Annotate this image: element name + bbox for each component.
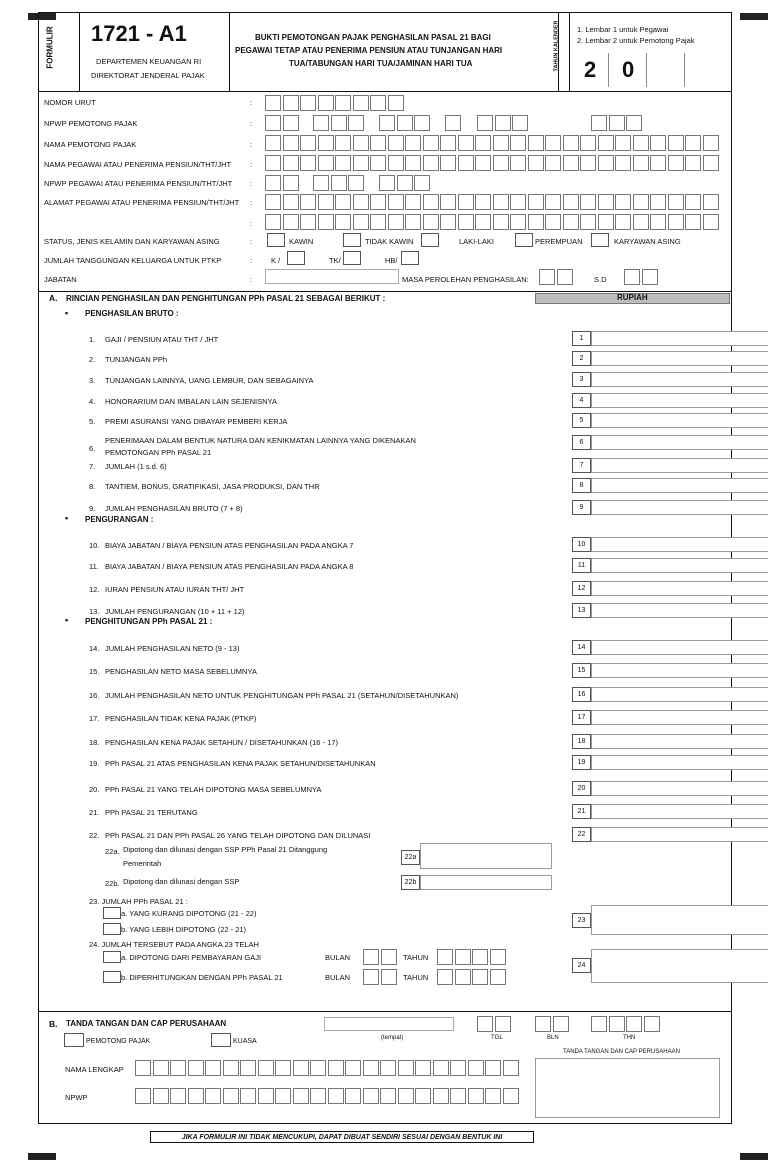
nama-lengkap-cells[interactable] <box>135 1060 520 1076</box>
year-digit-1: 2 <box>584 57 597 82</box>
item-amount-field[interactable] <box>591 500 768 515</box>
karyawan-asing-checkbox[interactable] <box>591 233 609 247</box>
item-box-number: 14 <box>572 640 591 655</box>
item-box-number: 20 <box>572 781 591 796</box>
item-24b-bulan-cells[interactable] <box>363 969 398 985</box>
item-box-number: 22 <box>572 827 591 842</box>
item-24b-tahun: TAHUN <box>403 973 429 982</box>
title-line-1: BUKTI PEMOTONGAN PAJAK PENGHASILAN PASAL 21 BAGI <box>255 33 491 42</box>
item-box-number: 10 <box>572 537 591 552</box>
item-22b-box: 22b <box>401 875 420 890</box>
item-22a-number: 22a. <box>105 847 120 856</box>
kawin-checkbox[interactable] <box>267 233 285 247</box>
item-22a-amount[interactable] <box>420 843 552 869</box>
item-amount-field[interactable] <box>591 435 768 450</box>
item-number: 13. <box>89 607 100 616</box>
item-amount-field[interactable] <box>591 734 768 749</box>
item-amount-field[interactable] <box>591 413 768 428</box>
item-label: JUMLAH PENGURANGAN (10 + 11 + 12) <box>105 607 245 616</box>
npwp-pegawai-label: NPWP PEGAWAI ATAU PENERIMA PENSIUN/THT/JHT <box>44 179 233 188</box>
alamat-label: ALAMAT PEGAWAI ATAU PENERIMA PENSIUN/THT/JHT <box>44 198 240 207</box>
registration-mark-bottom-right <box>740 1153 768 1160</box>
item-amount-field[interactable] <box>591 710 768 725</box>
item-label: TUNJANGAN LAINNYA, UANG LEMBUR, DAN SEBAGAINYA <box>105 376 314 385</box>
hb-field[interactable] <box>401 251 419 265</box>
bruto-heading: PENGHASILAN BRUTO : <box>85 309 179 318</box>
item-24-amount[interactable] <box>591 949 768 983</box>
item-box-number: 17 <box>572 710 591 725</box>
pengurangan-heading: PENGURANGAN : <box>85 515 154 524</box>
item-number: 19. <box>89 759 100 768</box>
item-box-number: 21 <box>572 804 591 819</box>
item-label: PENGHASILAN NETO MASA SEBELUMNYA <box>105 667 257 676</box>
signature-area[interactable] <box>535 1058 720 1118</box>
item-label: JUMLAH PENGHASILAN NETO (9 - 13) <box>105 644 240 653</box>
item-label: GAJI / PENSIUN ATAU THT / JHT <box>105 335 219 344</box>
pemotong-label: PEMOTONG PAJAK <box>86 1038 151 1045</box>
footer-note-box <box>150 1131 534 1143</box>
tempat-label: (tempat) <box>381 1035 404 1041</box>
alamat-cells-2[interactable] <box>265 214 720 230</box>
section-a-title: RINCIAN PENGHASILAN DAN PENGHITUNGAN PPh PASAL 21 SEBAGAI BERIKUT : <box>66 294 386 303</box>
item-amount-field[interactable] <box>591 687 768 702</box>
item-24b-checkbox[interactable] <box>103 971 121 983</box>
rupiah-label: RUPIAH <box>617 293 648 302</box>
sd-label: S.D <box>594 275 607 284</box>
npwp-pegawai-cells-b[interactable] <box>313 175 366 191</box>
item-23a-checkbox[interactable] <box>103 907 121 919</box>
kuasa-label: KUASA <box>233 1038 257 1045</box>
nomor-urut-cells[interactable] <box>265 95 405 111</box>
ttd-label: TANDA TANGAN DAN CAP PERUSAHAAN <box>563 1049 680 1055</box>
karyawan-asing-label: KARYAWAN ASING <box>614 237 681 246</box>
item-22a-label: Dipotong dan dilunasi dengan SSP PPh Pasal 21 Ditanggung <box>123 845 328 854</box>
item-label: PPh PASAL 21 TERUTANG <box>105 808 198 817</box>
section-a-letter: A. <box>49 293 58 303</box>
registration-mark-bottom-left <box>28 1153 56 1160</box>
thn-label: THN <box>623 1035 636 1041</box>
item-number: 20. <box>89 785 100 794</box>
item-24b-tahun-cells[interactable] <box>437 969 507 985</box>
bullet: • <box>65 615 69 625</box>
perempuan-checkbox[interactable] <box>515 233 533 247</box>
item-box-number: 16 <box>572 687 591 702</box>
npwp-pegawai-cells-c[interactable] <box>379 175 432 191</box>
tidak-kawin-label: TIDAK KAWIN <box>365 237 414 246</box>
item-number: 9. <box>89 504 96 513</box>
item-amount-field[interactable] <box>591 663 768 678</box>
item-amount-field[interactable] <box>591 558 768 573</box>
bullet: • <box>65 308 69 318</box>
npwp-pemotong-cells-f[interactable] <box>591 115 644 131</box>
item-label: TANTIEM, BONUS, GRATIFIKASI, JASA PRODUKSI, DAN THR <box>105 482 320 491</box>
item-22a-box: 22a <box>401 850 420 865</box>
nama-pegawai-cells[interactable] <box>265 155 720 171</box>
jabatan-label: JABATAN <box>44 275 77 284</box>
year-digit-2: 0 <box>622 57 635 82</box>
perempuan-label: PEREMPUAN <box>535 237 583 246</box>
item-23b-label: b. YANG LEBIH DIPOTONG (22 - 21) <box>121 925 247 934</box>
tk-label: TK/ <box>329 256 341 265</box>
item-box-number: 7 <box>572 458 591 473</box>
item-amount-field[interactable] <box>591 372 768 387</box>
item-22b-amount[interactable] <box>420 875 552 890</box>
item-box-number: 13 <box>572 603 591 618</box>
tk-field[interactable] <box>343 251 361 265</box>
item-24a-bulan-cells[interactable] <box>363 949 398 965</box>
masa-perolehan-label: MASA PEROLEHAN PENGHASILAN: <box>402 275 529 284</box>
item-label: PENGHASILAN KENA PAJAK SETAHUN / DISETAHUNKAN (16 - 17) <box>105 738 338 747</box>
item-number: 4. <box>89 397 96 406</box>
bln-label: BLN <box>547 1035 559 1041</box>
title-line-3: TUA/TABUNGAN HARI TUA/JAMINAN HARI TUA <box>289 59 473 68</box>
item-box-number: 8 <box>572 478 591 493</box>
item-amount-field[interactable] <box>591 827 768 842</box>
colon: : <box>250 275 253 284</box>
laki-checkbox[interactable] <box>421 233 439 247</box>
npwp-b-cells[interactable] <box>135 1088 520 1104</box>
lembar-2-note: 2. Lembar 2 untuk Pemotong Pajak <box>577 36 695 45</box>
item-23-amount[interactable] <box>591 905 768 935</box>
item-amount-field[interactable] <box>591 603 768 618</box>
item-label: PENGHASILAN TIDAK KENA PAJAK (PTKP) <box>105 714 257 723</box>
colon: : <box>250 237 253 246</box>
item-23b-checkbox[interactable] <box>103 923 121 935</box>
item-box-number: 15 <box>572 663 591 678</box>
item-label: BIAYA JABATAN / BIAYA PENSIUN ATAS PENGHASILAN PADA ANGKA 8 <box>105 562 354 571</box>
title-line-2: PEGAWAI TETAP ATAU PENERIMA PENSIUN ATAU TUNJANGAN HARI <box>235 46 503 55</box>
item-number: 8. <box>89 482 96 491</box>
section-b-title: TANDA TANGAN DAN CAP PERUSAHAAN <box>66 1019 227 1028</box>
form-code: 1721 - A1 <box>91 21 187 46</box>
item-label: JUMLAH (1 s.d. 6) <box>105 462 167 471</box>
nama-pegawai-label: NAMA PEGAWAI ATAU PENERIMA PENSIUN/THT/JHT <box>44 160 232 169</box>
registration-mark-top-right <box>740 13 768 20</box>
item-amount-field[interactable] <box>591 458 768 473</box>
colon: : <box>250 256 253 265</box>
item-box-number: 6 <box>572 435 591 450</box>
item-box-number: 9 <box>572 500 591 515</box>
tempat-field[interactable] <box>324 1017 454 1031</box>
item-label: JUMLAH PENGHASILAN NETO UNTUK PENGHITUNGAN PPh PASAL 21 (SETAHUN/DISETAHUNKAN) <box>105 691 459 700</box>
item-number: 6. <box>89 444 96 453</box>
item-label: PENERIMAAN DALAM BENTUK NATURA DAN KENIKMATAN LAINNYA YANG DIKENAKAN <box>105 436 416 445</box>
item-number: 5. <box>89 417 96 426</box>
item-number: 14. <box>89 644 100 653</box>
item-24a-tahun-cells[interactable] <box>437 949 507 965</box>
npwp-pemotong-cells-b[interactable] <box>313 115 366 131</box>
item-number: 17. <box>89 714 100 723</box>
item-box-number: 11 <box>572 558 591 573</box>
masa-to-cells[interactable] <box>624 269 659 285</box>
item-number: 12. <box>89 585 100 594</box>
alamat-cells-1[interactable] <box>265 194 720 210</box>
item-label-2: PEMOTONGAN PPh PASAL 21 <box>105 448 212 457</box>
item-label: PREMI ASURANSI YANG DIBAYAR PEMBERI KERJA <box>105 417 288 426</box>
item-number: 22. <box>89 831 100 840</box>
colon: : <box>250 98 253 107</box>
item-22a-label-2: Pemerintah <box>123 859 162 868</box>
item-number: 11. <box>89 562 99 571</box>
item-number: 18. <box>89 738 100 747</box>
item-23-box: 23 <box>572 913 591 928</box>
item-23-label: 23. JUMLAH PPh PASAL 21 : <box>89 897 188 906</box>
colon: : <box>250 198 253 207</box>
npwp-pemotong-cells-e[interactable] <box>477 115 530 131</box>
kawin-label: KAWIN <box>289 237 314 246</box>
item-24a-label: a. DIPOTONG DARI PEMBAYARAN GAJI <box>121 953 262 962</box>
item-box-number: 5 <box>572 413 591 428</box>
item-label: HONORARIUM DAN IMBALAN LAIN SEJENISNYA <box>105 397 277 406</box>
tgl-cells[interactable] <box>477 1016 512 1032</box>
item-label: TUNJANGAN PPh <box>105 355 168 364</box>
npwp-pemotong-cells-a[interactable] <box>265 115 300 131</box>
item-number: 16. <box>89 691 100 700</box>
item-label: BIAYA JABATAN / BIAYA PENSIUN ATAS PENGHASILAN PADA ANGKA 7 <box>105 541 354 550</box>
item-box-number: 2 <box>572 351 591 366</box>
item-amount-field[interactable] <box>591 640 768 655</box>
kuasa-checkbox[interactable] <box>211 1033 231 1047</box>
footer-note: JIKA FORMULIR INI TIDAK MENCUKUPI, DAPAT DIBUAT SENDIRI SESUAI DENGAN BENTUK INI <box>181 1133 503 1141</box>
item-amount-field[interactable] <box>591 781 768 796</box>
lembar-1-note: 1. Lembar 1 untuk Pegawai <box>577 25 669 34</box>
item-24-box: 24 <box>572 958 591 973</box>
colon: : <box>250 140 253 149</box>
item-22b-label: Dipotong dan dilunasi dengan SSP <box>123 877 240 886</box>
bullet: • <box>65 513 69 523</box>
year-digit-box-4[interactable] <box>685 53 729 87</box>
pemotong-checkbox[interactable] <box>64 1033 84 1047</box>
item-box-number: 18 <box>572 734 591 749</box>
tahun-kalender-label: TAHUN KALENDER <box>553 20 560 72</box>
year-digit-box-3[interactable] <box>647 53 685 87</box>
thn-cells[interactable] <box>591 1016 661 1032</box>
item-24-label: 24. JUMLAH TERSEBUT PADA ANGKA 23 TELAH <box>89 940 259 949</box>
section-b-letter: B. <box>49 1019 58 1029</box>
item-amount-field[interactable] <box>591 393 768 408</box>
formulir-label: FORMULIR <box>45 26 55 69</box>
status-label: STATUS, JENIS KELAMIN DAN KARYAWAN ASING <box>44 237 220 246</box>
npwp-pemotong-label: NPWP PEMOTONG PAJAK <box>44 119 138 128</box>
bln-cells[interactable] <box>535 1016 570 1032</box>
nama-lengkap-label: NAMA LENGKAP <box>65 1065 124 1074</box>
npwp-pemotong-cells-c[interactable] <box>379 115 432 131</box>
item-number: 3. <box>89 376 96 385</box>
item-box-number: 3 <box>572 372 591 387</box>
item-amount-field[interactable] <box>591 537 768 552</box>
colon: : <box>250 119 253 128</box>
hb-label: HB/ <box>385 256 398 265</box>
tidak-kawin-checkbox[interactable] <box>343 233 361 247</box>
item-label: JUMLAH PENGHASILAN BRUTO (7 + 8) <box>105 504 243 513</box>
colon: : <box>250 179 253 188</box>
item-number: 15. <box>89 667 100 676</box>
directorate-name: DIREKTORAT JENDERAL PAJAK <box>91 71 205 80</box>
item-label: IURAN PENSIUN ATAU IURAN THT/ JHT <box>105 585 245 594</box>
item-24b-bulan: BULAN <box>325 973 351 982</box>
tgl-label: TGL <box>491 1035 503 1041</box>
npwp-b-label: NPWP <box>65 1093 88 1102</box>
nama-pemotong-cells[interactable] <box>265 135 720 151</box>
item-box-number: 12 <box>572 581 591 596</box>
item-number: 2. <box>89 355 96 364</box>
npwp-pegawai-cells-a[interactable] <box>265 175 300 191</box>
tax-form <box>38 12 732 1124</box>
npwp-pemotong-cells-d[interactable] <box>445 115 463 131</box>
item-amount-field[interactable] <box>591 581 768 596</box>
item-amount-field[interactable] <box>591 478 768 493</box>
colon: : <box>250 160 253 169</box>
item-box-number: 4 <box>572 393 591 408</box>
colon: : <box>250 219 253 228</box>
item-number: 1. <box>89 335 96 344</box>
k-label: K / <box>271 256 281 265</box>
item-amount-field[interactable] <box>591 755 768 770</box>
nomor-urut-label: NOMOR URUT <box>44 98 96 107</box>
item-box-number: 19 <box>572 755 591 770</box>
item-24a-tahun: TAHUN <box>403 953 429 962</box>
item-22b-number: 22b. <box>105 879 120 888</box>
item-amount-field[interactable] <box>591 331 768 346</box>
tanggungan-label: JUMLAH TANGGUNGAN KELUARGA UNTUK PTKP <box>44 256 222 265</box>
item-24a-bulan: BULAN <box>325 953 351 962</box>
item-number: 7. <box>89 462 96 471</box>
item-amount-field[interactable] <box>591 351 768 366</box>
item-label: PPh PASAL 21 DAN PPh PASAL 26 YANG TELAH DIPOTONG DAN DILUNASI <box>105 831 371 840</box>
masa-from-cells[interactable] <box>539 269 574 285</box>
penghitungan-heading: PENGHITUNGAN PPh PASAL 21 : <box>85 617 213 626</box>
item-number: 21. <box>89 808 100 817</box>
item-label: PPh PASAL 21 ATAS PENGHASILAN KENA PAJAK SETAHUN/DISETAHUNKAN <box>105 759 376 768</box>
item-23a-label: a. YANG KURANG DIPOTONG (21 - 22) <box>121 909 257 918</box>
item-24b-label: b. DIPERHITUNGKAN DENGAN PPh PASAL 21 <box>121 973 283 982</box>
laki-label: LAKI-LAKI <box>459 237 495 246</box>
item-24a-checkbox[interactable] <box>103 951 121 963</box>
item-label: PPh PASAL 21 YANG TELAH DIPOTONG MASA SEBELUMNYA <box>105 785 322 794</box>
jabatan-field[interactable] <box>265 269 399 284</box>
item-number: 10. <box>89 541 100 550</box>
k-field[interactable] <box>287 251 305 265</box>
item-box-number: 1 <box>572 331 591 346</box>
department-name: DEPARTEMEN KEUANGAN RI <box>96 57 202 66</box>
nama-pemotong-label: NAMA PEMOTONG PAJAK <box>44 140 137 149</box>
item-amount-field[interactable] <box>591 804 768 819</box>
